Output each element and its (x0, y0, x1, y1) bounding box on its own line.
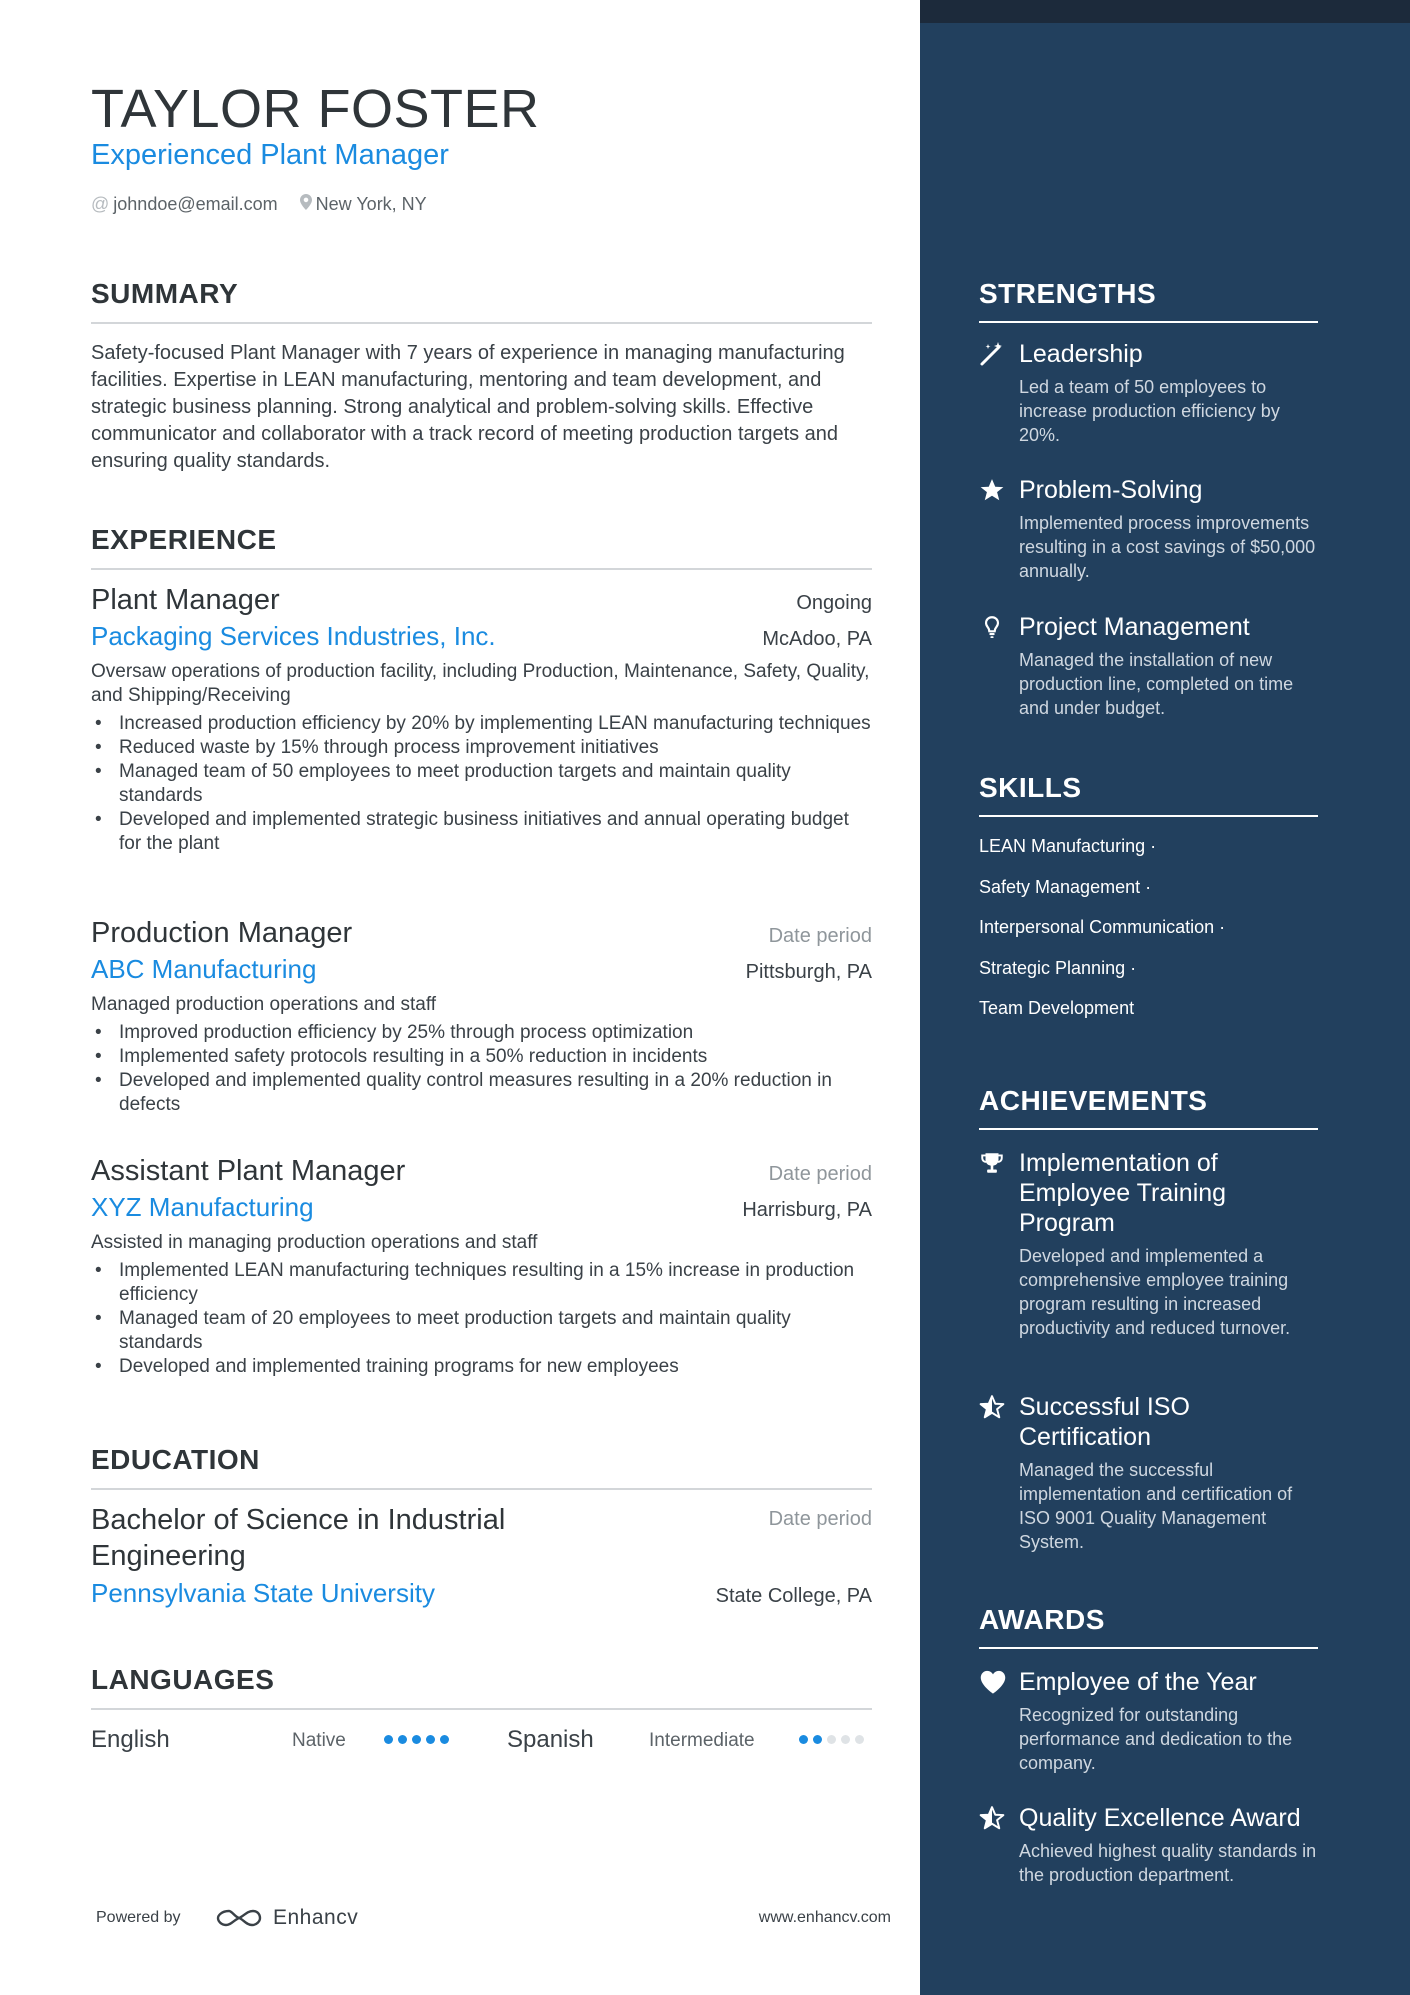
magic-wand-icon (979, 341, 1005, 367)
company-name[interactable]: ABC Manufacturing (91, 954, 317, 984)
proficiency-dot-filled (384, 1735, 393, 1744)
job-role: Production Manager (91, 917, 353, 949)
award-description: Achieved highest quality standards in the production department. (1019, 1841, 1317, 1885)
bullet-item: • Reduced waste by 15% through process improvement initiatives (91, 736, 872, 760)
award-item (979, 1667, 1318, 1775)
achievement-description: Developed and implemented a comprehensive employee training program resulting in increased productivity and reduced turnover. (1019, 1246, 1291, 1338)
heart-icon (979, 1669, 1005, 1695)
star-icon (979, 477, 1005, 503)
bullet-item: • Improved production efficiency by 25% through process optimization (91, 1021, 872, 1045)
job-role: Assistant Plant Manager (91, 1155, 406, 1187)
strength-description: Led a team of 50 employees to increase production efficiency by 20%. (1019, 377, 1280, 445)
strength-title: Problem-Solving (1019, 476, 1203, 504)
award-description: Recognized for outstanding performance and dedication to the company. (1019, 1705, 1293, 1773)
job-description: Oversaw operations of production facility, including Production, Maintenance, Safety, Quality, and Shipping/Receiving (91, 661, 870, 706)
contact-info (91, 194, 449, 215)
education-heading: EDUCATION (91, 1444, 872, 1490)
job-date: Date period (768, 1163, 872, 1185)
award-title: Employee of the Year (1019, 1668, 1257, 1696)
job-description: Assisted in managing production operations and staff (91, 1232, 538, 1253)
job-location: McAdoo, PA (762, 628, 872, 650)
skill-item: Interpersonal Communication · (979, 917, 1226, 937)
skill-item: Team Development (979, 998, 1135, 1018)
summary-text: Safety-focused Plant Manager with 7 years of experience in managing manufacturing facilities. Expertise in LEAN manufacturing, mentoring and team development, and strategic business planning. Strong analytical and problem-solving skills. Effective communicator and collaborator with a track record of meeting production targets and ensuring quality standards. (91, 342, 845, 472)
enhancv-brand: Enhancv (273, 1906, 359, 1929)
language-name: Spanish (507, 1726, 594, 1753)
email-item[interactable] (91, 194, 278, 215)
skills-list (979, 832, 1318, 1035)
achievement-title: Implementation of Employee Training Program (1019, 1149, 1227, 1237)
achievement-item (979, 1148, 1318, 1340)
strength-item (979, 612, 1318, 720)
language-level: Intermediate (649, 1730, 755, 1751)
company-name[interactable]: XYZ Manufacturing (91, 1192, 314, 1222)
sidebar-top-bar (920, 0, 1410, 23)
experience-heading: EXPERIENCE (91, 524, 872, 570)
enhancv-logo-icon (215, 1907, 263, 1929)
proficiency-dot-empty (827, 1735, 836, 1744)
enhancv-logo[interactable] (215, 1906, 358, 1930)
strength-description: Managed the installation of new production line, completed on time and under budget. (1019, 650, 1294, 718)
location-text: New York, NY (315, 194, 427, 214)
strength-item (979, 475, 1318, 583)
proficiency-dot-filled (813, 1735, 822, 1744)
company-name[interactable]: Packaging Services Industries, Inc. (91, 621, 496, 651)
achievement-description: Managed the successful implementation and certification of ISO 9001 Quality Management System. (1019, 1460, 1293, 1552)
sidebar (920, 0, 1410, 1995)
education-location: State College, PA (715, 1585, 872, 1607)
candidate-title: Experienced Plant Manager (91, 139, 449, 171)
strengths-heading: STRENGTHS (979, 278, 1318, 323)
strength-description: Implemented process improvements resulting in a cost savings of $50,000 annually. (1019, 513, 1316, 581)
experience-entry (91, 917, 872, 1117)
award-item (979, 1803, 1318, 1887)
proficiency-dot-empty (855, 1735, 864, 1744)
language-level: Native (292, 1730, 346, 1751)
language-proficiency-dots (799, 1735, 864, 1744)
proficiency-dot-filled (799, 1735, 808, 1744)
candidate-name: TAYLOR FOSTER (91, 79, 540, 139)
degree: Bachelor of Science in Industrial Engineering (91, 1504, 506, 1572)
language-proficiency-dots (384, 1735, 449, 1744)
email-text: johndoe@email.com (113, 194, 278, 214)
bullet-item: • Implemented LEAN manufacturing techniques resulting in a 15% increase in production efficiency (91, 1259, 872, 1307)
skills-heading: SKILLS (979, 772, 1318, 817)
at-icon: @ (91, 194, 110, 214)
strength-title: Project Management (1019, 613, 1250, 641)
bullet-item: • Increased production efficiency by 20% by implementing LEAN manufacturing techniques (91, 712, 872, 736)
map-pin-icon (300, 194, 312, 215)
languages-heading: LANGUAGES (91, 1664, 872, 1710)
job-date: Date period (768, 925, 872, 947)
lightbulb-icon (979, 614, 1005, 640)
job-description: Managed production operations and staff (91, 994, 437, 1015)
proficiency-dot-filled (426, 1735, 435, 1744)
bullet-item: • Implemented safety protocols resulting in a 50% reduction in incidents (91, 1045, 872, 1069)
achievements-heading: ACHIEVEMENTS (979, 1085, 1318, 1130)
bullet-item: • Developed and implemented strategic business initiatives and annual operating budget for the plant (91, 808, 872, 856)
footer (91, 1906, 891, 1930)
job-location: Harrisburg, PA (742, 1199, 872, 1221)
skill-item: Safety Management · (979, 876, 1152, 897)
job-role: Plant Manager (91, 584, 280, 616)
job-bullets (91, 712, 872, 856)
experience-entry (91, 584, 872, 856)
job-location: Pittsburgh, PA (745, 961, 872, 983)
job-bullets (91, 1259, 872, 1379)
proficiency-dot-filled (398, 1735, 407, 1744)
achievement-item (979, 1392, 1318, 1554)
bullet-item: • Developed and implemented quality control measures resulting in a 20% reduction in defects (91, 1069, 872, 1117)
strength-title: Leadership (1019, 340, 1143, 368)
job-bullets (91, 1021, 872, 1117)
skill-item: LEAN Manufacturing · (979, 836, 1157, 856)
education-date: Date period (768, 1508, 872, 1530)
star-half-icon (979, 1805, 1005, 1831)
achievement-title: Successful ISO Certification (1019, 1393, 1190, 1451)
trophy-icon (979, 1150, 1005, 1176)
bullet-item: • Developed and implemented training programs for new employees (91, 1355, 872, 1379)
language-name: English (91, 1726, 170, 1753)
powered-by-label: Powered by (96, 1909, 181, 1926)
job-date: Ongoing (796, 592, 872, 614)
education-entry (91, 1502, 872, 1609)
strength-item (979, 339, 1318, 447)
star-half-icon (979, 1394, 1005, 1420)
skill-item: Strategic Planning · (979, 957, 1137, 978)
awards-heading: AWARDS (979, 1604, 1318, 1649)
location-item (300, 194, 427, 215)
school-name[interactable]: Pennsylvania State University (91, 1578, 435, 1608)
website-link[interactable]: www.enhancv.com (758, 1909, 891, 1926)
experience-entry (91, 1155, 872, 1379)
award-title: Quality Excellence Award (1019, 1804, 1301, 1832)
proficiency-dot-filled (412, 1735, 421, 1744)
bullet-item: • Managed team of 50 employees to meet production targets and maintain quality standards (91, 760, 872, 808)
proficiency-dot-empty (841, 1735, 850, 1744)
bullet-item: • Managed team of 20 employees to meet production targets and maintain quality standards (91, 1307, 872, 1355)
languages-list (91, 1726, 872, 1756)
summary-heading: SUMMARY (91, 278, 872, 324)
proficiency-dot-filled (440, 1735, 449, 1744)
